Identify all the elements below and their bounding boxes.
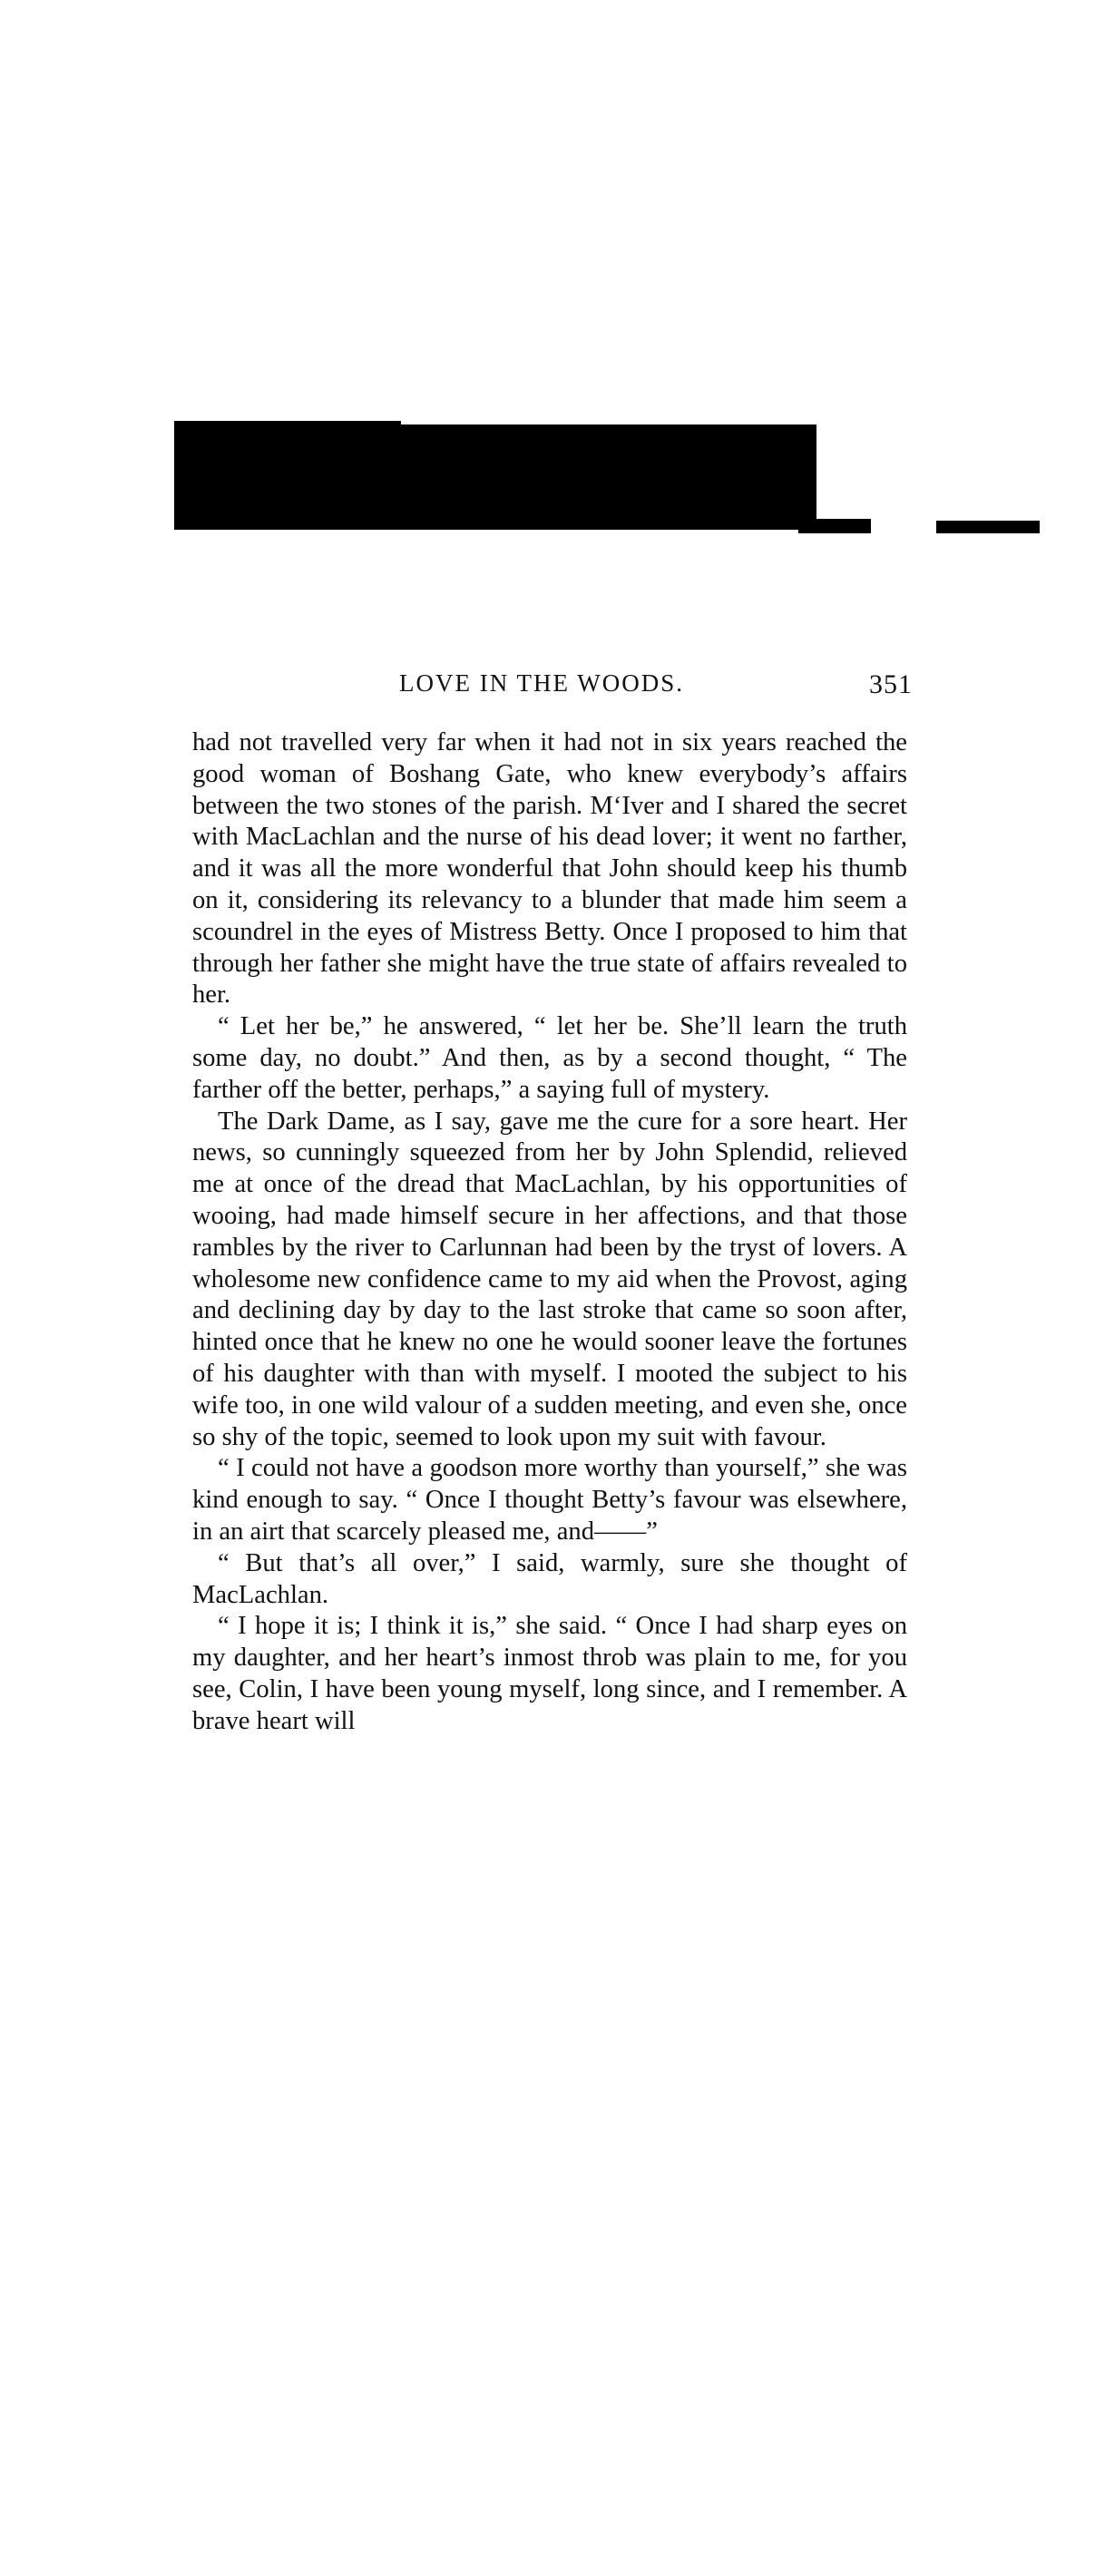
page-number: 351 — [869, 669, 913, 699]
running-head — [191, 669, 913, 706]
paragraph: “ I hope it is; I think it is,” she said. “ Once I had sharp eyes on my daughter, and her heart’s inmost throb was plain to me, for you see, Colin, I have been young myself, long since, and I remember. A brave heart will — [192, 1612, 907, 1735]
paragraph: “ I could not have a goodson more worthy than yourself,” she was kind enough to say. “ Once I thought Betty’s favour was elsewhere, in an airt that scarcely pleased me, and——” — [192, 1454, 907, 1546]
redaction-mark — [936, 521, 1040, 533]
paragraph: “ But that’s all over,” I said, warmly, sure she thought of MacLachlan. — [192, 1548, 907, 1609]
paragraph: The Dark Dame, as I say, gave me the cure for a sore heart. Her news, so cunningly squeezed from her by John Splendid, relieved me at once of the dread that MacLachlan, by his opportunities of wooing, had made himself secure in her affections, and that those rambles by the river to Carlunnan had been by the tryst of lovers. A wholesome new confidence came to my aid when the Provost, aging and declining day by day to the last stroke that came so soon after, hinted once that he knew no one he would sooner leave the fortunes of his daughter with than with myself. I mooted the subject to his wife too, in one wild valour of a sudden meeting, and even she, once so shy of the topic, seemed to look upon my suit with favour. — [192, 1107, 907, 1451]
running-title: LOVE IN THE WOODS. — [399, 669, 684, 697]
redaction-bar-tail — [798, 519, 871, 533]
paragraph-continuation: had not travelled very far when it had not in six years reached the good woman of Boshang Gate, who knew everybody’s affairs between the two stones of the parish. M‘Iver and I shared the secret with MacLachlan and the nurse of his dead lover; it went no farther, and it was all the more wonderful that John should keep his thumb on it, considering its relevancy to a blunder that made him seem a scoundrel in the eyes of Mistress Betty. Once I proposed to him that through her father she might have the true state of affairs revealed to her. — [192, 728, 907, 1010]
paragraph: “ Let her be,” he answered, “ let her be. She’ll learn the truth some day, no doubt.” And then, as by a second thought, “ The farther off the better, perhaps,” a saying full of mystery. — [192, 1012, 907, 1104]
redaction-bar — [174, 424, 816, 530]
body-text — [192, 727, 907, 1738]
